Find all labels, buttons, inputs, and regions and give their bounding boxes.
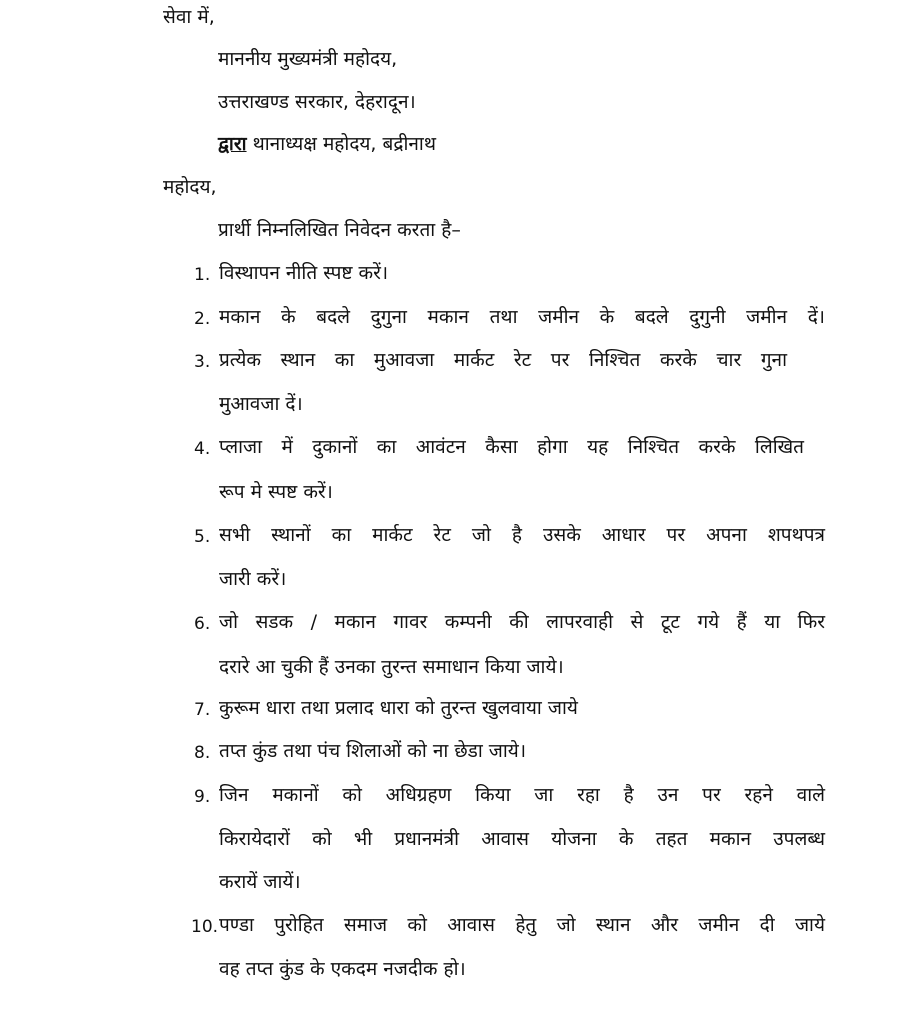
- item-text-continued: दरारे आ चुकी हैं उनका तुरन्त समाधान किया जाये।: [219, 656, 564, 678]
- item-text: कुरूम धारा तथा प्रलाद धारा को तुरन्त खुलवाया जाये: [219, 697, 578, 719]
- item-number: 8.: [194, 743, 211, 763]
- item-number: 6.: [194, 614, 211, 634]
- via-text: थानाध्यक्ष महोदय, बद्रीनाथ: [246, 133, 436, 155]
- item-text-continued: जारी करें।: [219, 568, 287, 590]
- item-number: 9.: [194, 787, 211, 807]
- item-text: जो सडक / मकान गावर कम्पनी की लापरवाही से टूट गये हैं या फिर: [219, 611, 825, 633]
- item-text-continued: किरायेदारों को भी प्रधानमंत्री आवास योजना के तहत मकान उपलब्ध: [219, 828, 825, 850]
- salutation-to: सेवा में,: [163, 6, 215, 28]
- item-text: विस्थापन नीति स्पष्ट करें।: [219, 262, 389, 284]
- via-line: [218, 131, 436, 157]
- item-number: 7.: [194, 700, 211, 720]
- item-text-continued: रूप मे स्पष्ट करें।: [219, 481, 333, 503]
- item-number: 4.: [194, 439, 211, 459]
- item-text: प्लाजा में दुकानों का आवंटन कैसा होगा यह निश्चित करके लिखित: [219, 436, 804, 458]
- recipient-line-2: उत्तराखण्ड सरकार, देहरादून।: [218, 91, 416, 113]
- item-text: मकान के बदले दुगुना मकान तथा जमीन के बदले दुगुनी जमीन दें।: [219, 306, 825, 328]
- item-text-continued: वह तप्त कुंड के एकदम नजदीक हो।: [219, 958, 466, 980]
- item-number: 5.: [194, 527, 211, 547]
- intro-line: प्रार्थी निम्नलिखित निवेदन करता है–: [218, 219, 461, 241]
- item-number: 10.: [191, 917, 219, 937]
- item-text-continued: मुआवजा दें।: [219, 393, 303, 415]
- item-text: जिन मकानों को अधिग्रहण किया जा रहा है उन पर रहने वाले: [219, 784, 825, 806]
- item-text: पण्डा पुरोहित समाज को आवास हेतु जो स्थान और जमीन दी जाये: [219, 914, 825, 936]
- item-number: 2.: [194, 309, 211, 329]
- greeting: महोदय,: [163, 176, 217, 198]
- item-text: सभी स्थानों का मार्कट रेट जो है उसके आधार पर अपना शपथपत्र: [219, 524, 825, 546]
- item-text: प्रत्येक स्थान का मुआवजा मार्कट रेट पर निश्चित करके चार गुना: [219, 349, 787, 371]
- item-text: तप्त कुंड तथा पंच शिलाओं को ना छेडा जाये।: [219, 740, 527, 762]
- item-number: 1.: [194, 265, 211, 285]
- via-label: द्वारा: [218, 133, 247, 155]
- item-text-continued: करायें जायें।: [219, 871, 301, 893]
- item-number: 3.: [194, 352, 211, 372]
- recipient-line-1: माननीय मुख्यमंत्री महोदय,: [218, 48, 398, 70]
